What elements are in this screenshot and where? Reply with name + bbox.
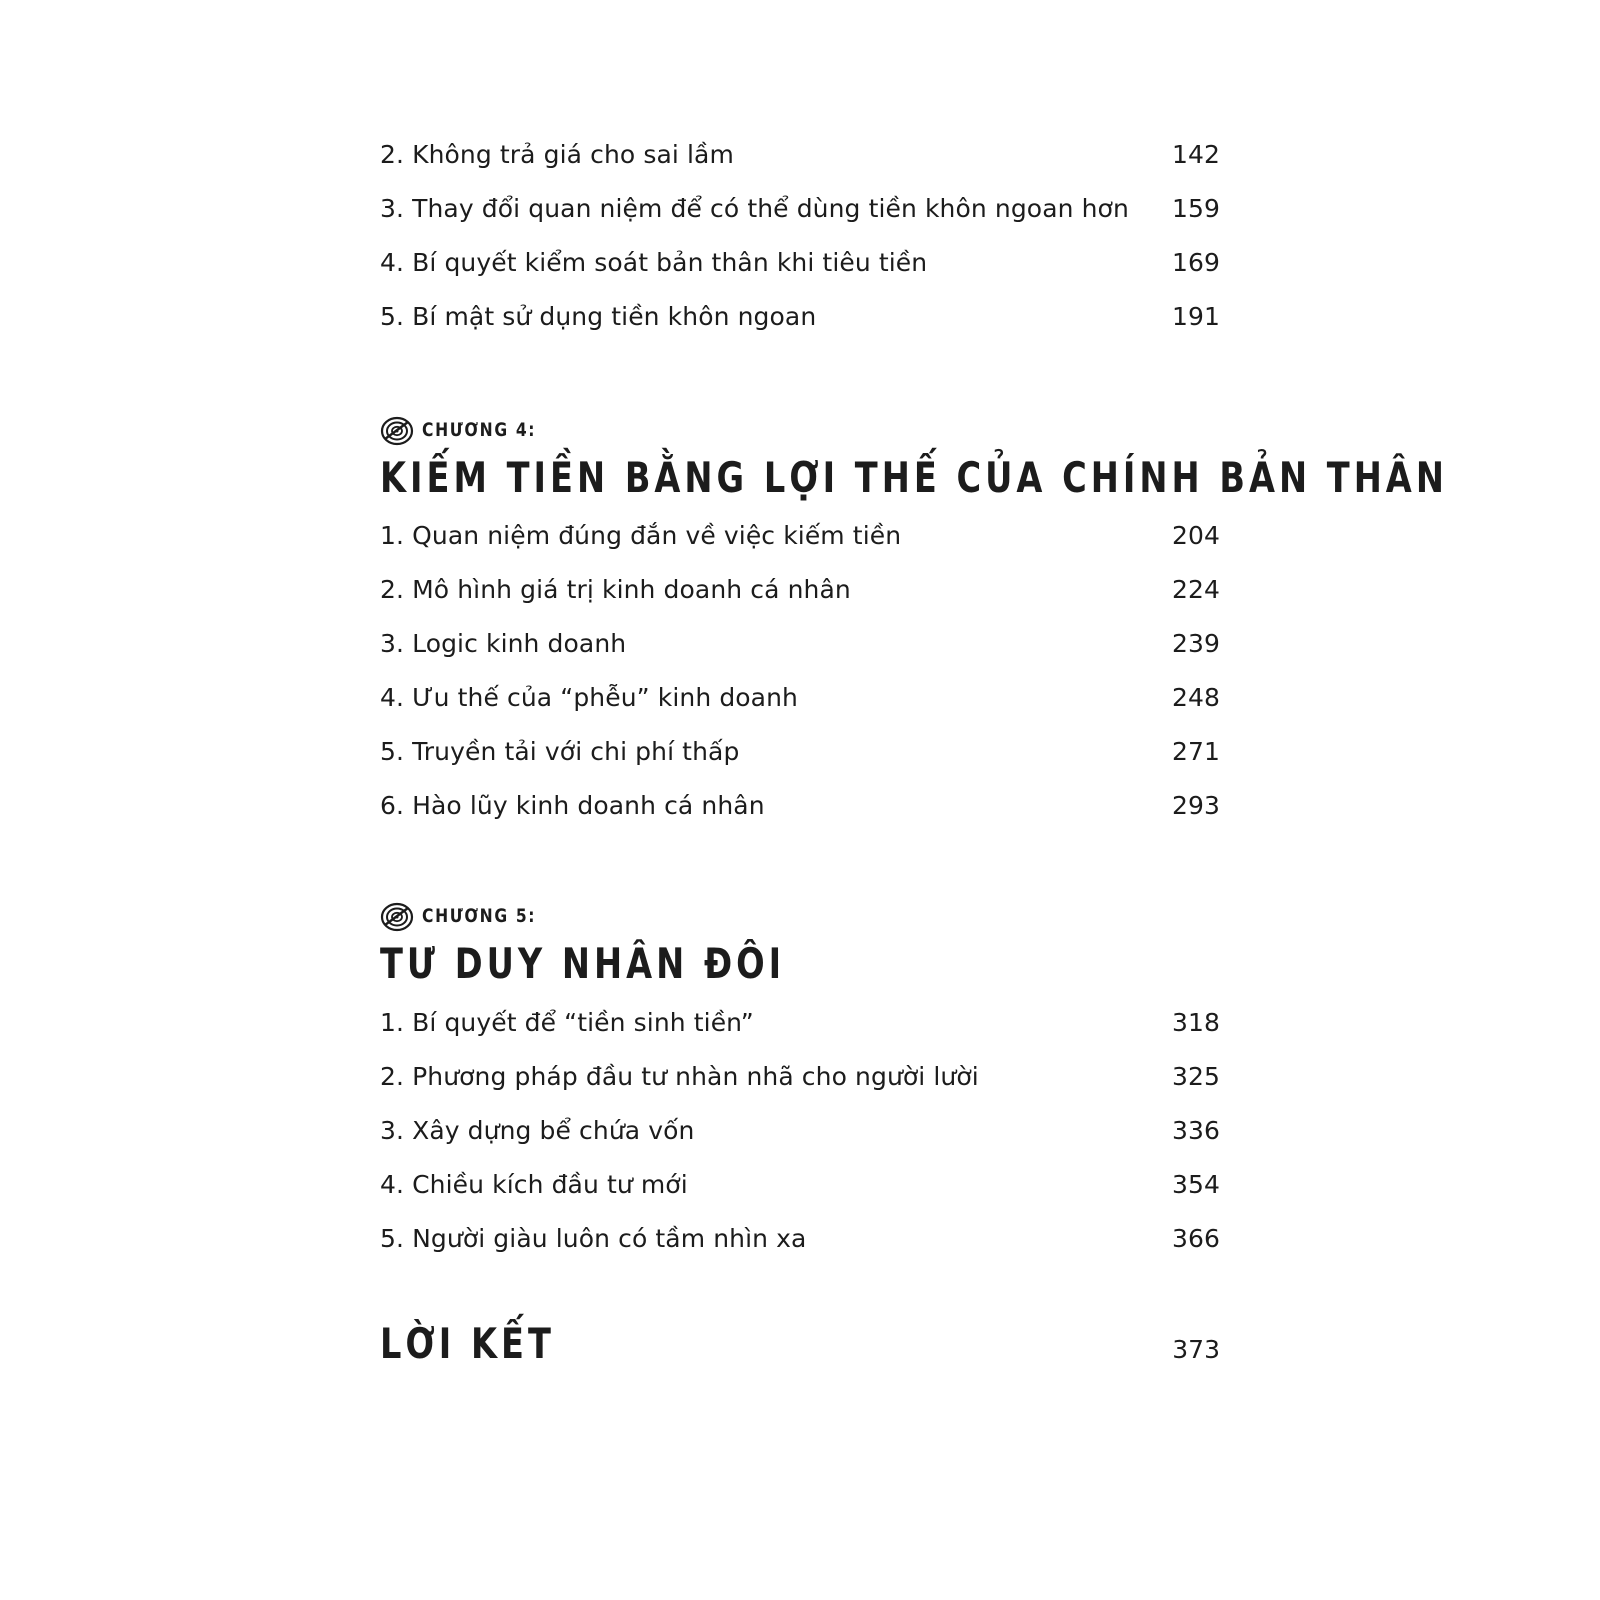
- toc-entry: [380, 290, 1220, 344]
- chapter5-label: CHƯƠNG 5:: [422, 905, 537, 927]
- toc-entry-title: 2. Phương pháp đầu tư nhàn nhã cho người lười: [380, 1062, 979, 1091]
- toc-entry-page: 271: [1171, 737, 1220, 766]
- toc-entry-page: 204: [1171, 521, 1220, 550]
- toc-entry-page: 142: [1171, 140, 1220, 169]
- chapter5-tag: [380, 899, 561, 933]
- toc-entry-title: 1. Bí quyết để “tiền sinh tiền”: [380, 1008, 754, 1037]
- toc-entry: [380, 779, 1220, 833]
- toc-entry-title: 3. Thay đổi quan niệm để có thể dùng tiền khôn ngoan hơn: [380, 194, 1129, 223]
- toc-entry: [380, 1212, 1220, 1266]
- toc-entry: [380, 1050, 1220, 1104]
- toc-entry-page: 318: [1171, 1008, 1220, 1037]
- spiral-badge-icon: [380, 413, 414, 447]
- toc-entry-page: 336: [1171, 1116, 1220, 1145]
- chapter5-title: TƯ DUY NHÂN ĐÔI: [380, 939, 786, 988]
- toc-entry: [380, 236, 1220, 290]
- chapter3-item-list: [380, 128, 1220, 344]
- toc-entry-title: 1. Quan niệm đúng đắn về việc kiếm tiền: [380, 521, 902, 550]
- toc-entry-title: 2. Không trả giá cho sai lầm: [380, 140, 734, 169]
- toc-entry: [380, 996, 1220, 1050]
- chapter4-label: CHƯƠNG 4:: [422, 419, 537, 441]
- toc-entry-page: 239: [1171, 629, 1220, 658]
- toc-entry-page: 191: [1171, 302, 1220, 331]
- toc-entry-page: 159: [1171, 194, 1220, 223]
- spiral-badge-icon: [380, 899, 414, 933]
- chapter4-item-list: [380, 509, 1220, 833]
- chapter4-title: KIẾM TIỀN BẰNG LỢI THẾ CỦA CHÍNH BẢN THÂN: [380, 453, 1448, 502]
- toc-entry-title: 3. Logic kinh doanh: [380, 629, 627, 658]
- toc-entry: [380, 725, 1220, 779]
- toc-entry: [380, 617, 1220, 671]
- toc-entry-page: 354: [1171, 1170, 1220, 1199]
- toc-entry-title: 4. Ưu thế của “phễu” kinh doanh: [380, 683, 798, 712]
- chapter5-item-list: [380, 996, 1220, 1266]
- toc-entry-title: 6. Hào lũy kinh doanh cá nhân: [380, 791, 765, 820]
- toc-entry-title: 5. Truyền tải với chi phí thấp: [380, 737, 740, 766]
- toc-entry: [380, 1104, 1220, 1158]
- toc-entry-page: 366: [1171, 1224, 1220, 1253]
- toc-entry-page: 325: [1171, 1062, 1220, 1091]
- toc-entry-page: 293: [1171, 791, 1220, 820]
- toc-entry-page: 224: [1171, 575, 1220, 604]
- epilogue-page: 373: [1172, 1335, 1220, 1364]
- toc-entry-title: 4. Bí quyết kiểm soát bản thân khi tiêu tiền: [380, 248, 928, 277]
- toc-entry-title: 4. Chiều kích đầu tư mới: [380, 1170, 688, 1199]
- epilogue-title: LỜI KẾT: [380, 1319, 555, 1368]
- toc-entry: [380, 182, 1220, 236]
- toc-entry: [380, 509, 1220, 563]
- toc-entry: [380, 563, 1220, 617]
- toc-entry: [380, 128, 1220, 182]
- toc-entry-page: 248: [1171, 683, 1220, 712]
- toc-entry-title: 3. Xây dựng bể chứa vốn: [380, 1116, 695, 1145]
- toc-entry-title: 5. Người giàu luôn có tầm nhìn xa: [380, 1224, 807, 1253]
- toc-entry-title: 2. Mô hình giá trị kinh doanh cá nhân: [380, 575, 851, 604]
- toc-entry-page: 169: [1171, 248, 1220, 277]
- toc-entry: [380, 671, 1220, 725]
- chapter4-tag: [380, 413, 561, 447]
- toc-entry: [380, 1158, 1220, 1212]
- toc-entry-title: 5. Bí mật sử dụng tiền khôn ngoan: [380, 302, 817, 331]
